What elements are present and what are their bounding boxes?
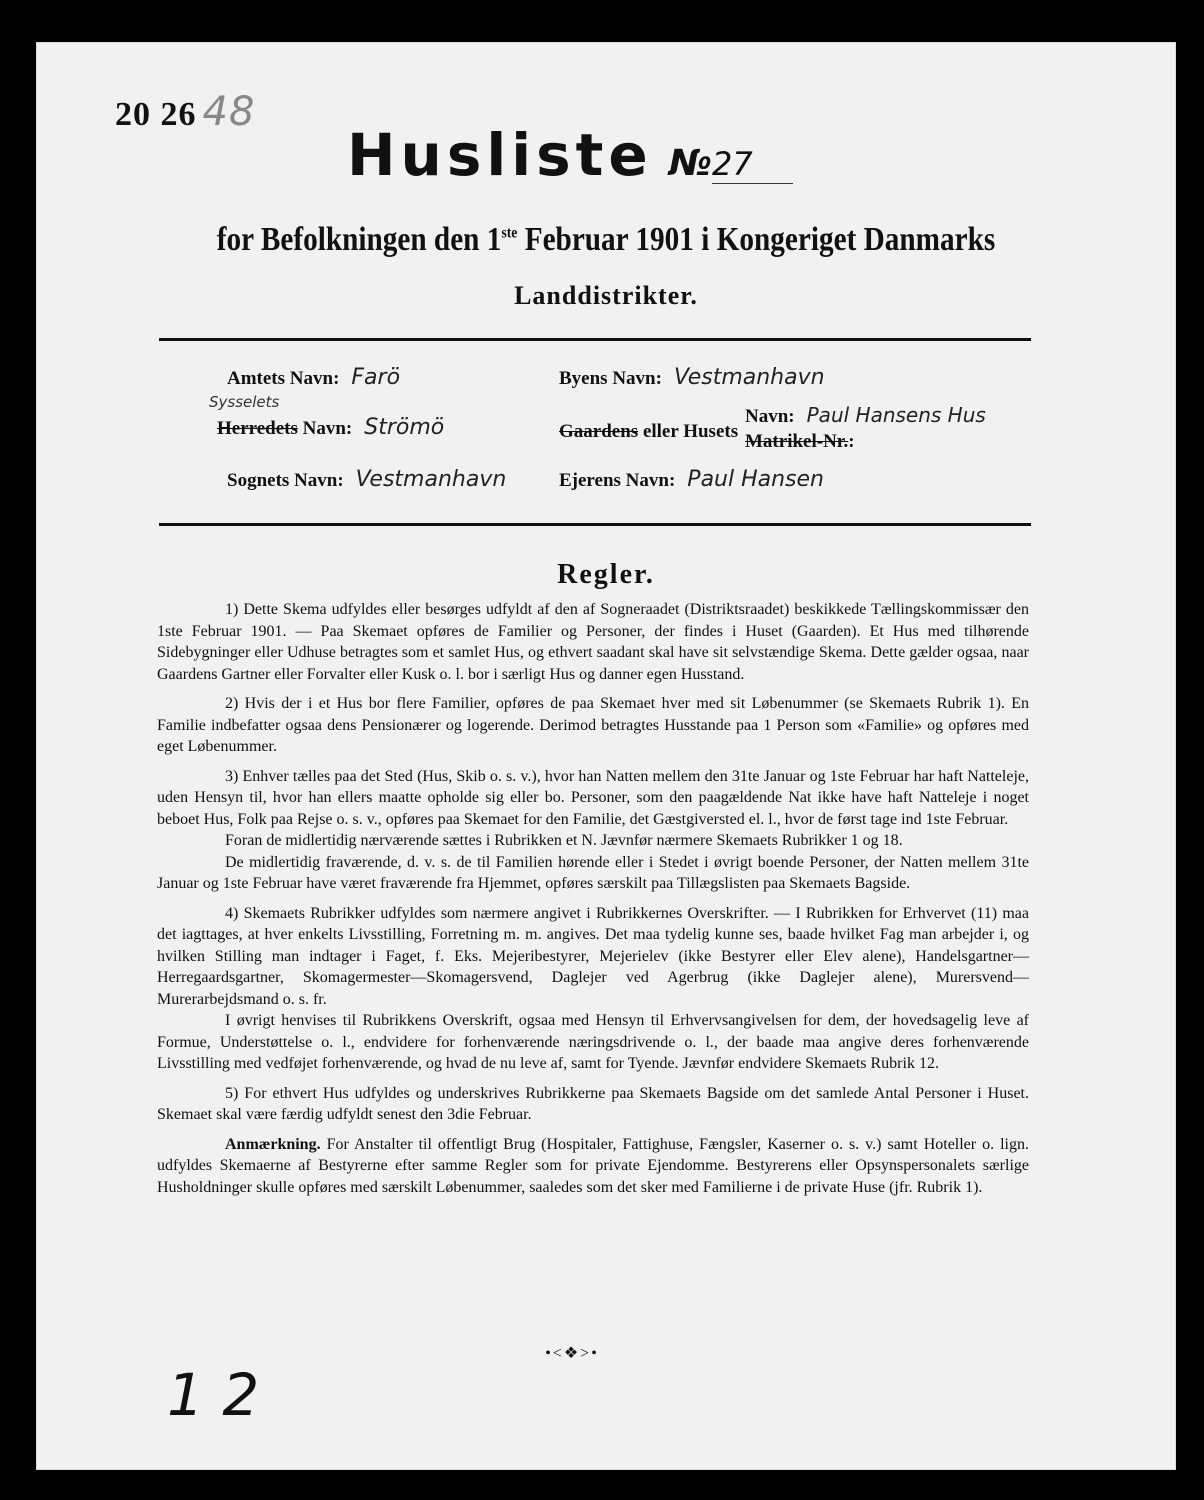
husnavn-label: Navn: [745, 406, 795, 427]
number-label: № [668, 143, 713, 184]
byen-label: Byens Navn: [559, 368, 662, 389]
herredets-navn-label: Navn: [302, 418, 353, 439]
byen-value: Vestmanhavn [673, 365, 825, 390]
amt-label: Amtets Navn: [227, 368, 340, 389]
byen-field [559, 365, 825, 390]
census-form-page [36, 42, 1176, 1470]
husets-field [559, 421, 738, 443]
subtitle-post: Februar 1901 i Kongeriget Danmarks [517, 221, 996, 258]
ref-printed: 20 26 [115, 96, 197, 133]
rules-body [157, 599, 1029, 1206]
form-subtitle-districts: Landdistrikter. [514, 281, 698, 310]
remark-text: For Anstalter til offentligt Brug (Hospitaler, Fattighuse, Fængsler, Kaserner o. s. v.) samt Hoteller o. lign. udfyldes Skemaerne af Bestyrerne efter samme Regler som for private Ejendomme. Bestyrerens eller Opsynspersonalets særlige Husholdninger skulle opføres med særskilt Løbenummer, saaledes som det sker med Familierne i de private Huse (jfr. Rubrik 1). [157, 1135, 1030, 1196]
matrikel-colon: : [848, 431, 855, 452]
husnavn-value: Paul Hansens Hus [806, 403, 986, 427]
bottom-divider [159, 523, 1031, 526]
number-handwritten: 27 [712, 145, 793, 184]
subtitle-sup: ste [501, 224, 518, 242]
form-subtitle [117, 221, 1096, 259]
title-text: Husliste [347, 121, 653, 189]
herredets-value: Strömö [364, 415, 445, 440]
ornament-divider: •<❖>• [545, 1345, 599, 1362]
rule-3b: Foran de midlertidig nærværende sættes i Rubrikken et N. Jævnfør nærmere Skemaets Rubrikker 1 og 18. [225, 832, 903, 849]
remark [157, 1134, 1029, 1199]
rule-3a: 3) Enhver tælles paa det Sted (Hus, Skib o. s. v.), hvor han Natten mellem den 31te Januar og 1ste Februar har haft Natteleje, uden Hensyn til, hvor han ellers maatte opholde sig eller bo. Personer, som den paagældende Nat ikke have haft Natteleje i noget beboet Hus, Folk paa Rejse o. s. v., opføres paa Skemaet for den Familie, det Gæstgiversted el. l., hvor de først tage ind 1ste Februar. [157, 767, 1029, 828]
rule-3c: De midlertidig fraværende, d. v. s. de til Familien hørende eller i Stedet i øvrigt boende Personer, der Natten mellem 31te Januar og 1ste Februar have været fraværende fra Hjemmet, opføres særskilt paa Tillægslisten paa Skemaets Bagside. [157, 853, 1029, 892]
herredets-label: Herredets [217, 418, 298, 439]
amt-field [227, 365, 400, 390]
sognets-field [227, 467, 506, 492]
sysselets-handwritten: Sysselets [209, 393, 280, 411]
rule-2: 2) Hvis der i et Hus bor flere Familier, opføres de paa Skemaet hver med sit Løbenummer (se Skemaets Rubrik 1). En Familie indbefatter ogsaa dens Pensionærer og logerende. Derimod betragtes Husstande paa 1 Person som «Familie» og opføres med eget Løbenummer. [157, 695, 1029, 755]
sognets-value: Vestmanhavn [355, 467, 507, 492]
gaardens-label: Gaardens [559, 421, 639, 442]
ejerens-value: Paul Hansen [687, 467, 825, 492]
rule-1: 1) Dette Skema udfyldes eller besørges udfyldt af den af Sogneraadet (Distriktsraadet) beskikkede Tællingskommissær den 1ste Februar 1901. — Paa Skemaet opføres de Familier og Personer, der findes i Huset (Gaarden). Et Hus med tilhørende Sidebygninger eller Udhuse betragtes som et samlet Hus, og ethvert saadant skal have sit selvstændige Skema. Dette gælder ogsaa, naar Gaardens Gartner eller Forvalter eller Kusk o. l. bor i særligt Hus og danner egen Husstand. [157, 601, 1029, 683]
matrikel-label: Matrikel-Nr. [745, 431, 849, 452]
ref-handwritten: 48 [202, 89, 256, 135]
matrikel-field [745, 431, 855, 453]
top-divider [159, 338, 1031, 341]
herredets-field [217, 415, 444, 440]
eller-husets-label: eller Husets [642, 421, 739, 442]
rules-heading: Regler. [557, 559, 655, 590]
rule-5: 5) For ethvert Hus udfyldes og underskrives Rubrikkerne paa Skemaets Bagside om det samlede Antal Personer i Huset. Skemaet skal være færdig udfyldt senest den 3die Februar. [157, 1084, 1029, 1123]
archive-reference [115, 89, 255, 135]
handwritten-page-number: 1 2 [167, 1361, 260, 1429]
rule-4b: I øvrigt henvises til Rubrikkens Overskrift, ogsaa med Hensyn til Erhvervsangivelsen for dem, der hovedsagelig leve af Formue, Understøttelse o. l., endvidere for forhenværende næringsdrivende o. l., der baade maa angive deres forhenværende Livsstilling med vedføjet forhenværende, og hvad de nu leve af, samt for Tyende. Jævnfør endvidere Skemaets Rubrik 12. [157, 1012, 1029, 1072]
ejerens-field [559, 467, 824, 492]
amt-value: Farö [351, 365, 401, 390]
sognets-label: Sognets Navn: [227, 470, 344, 491]
ejerens-label: Ejerens Navn: [559, 470, 676, 491]
remark-label: Anmærkning. [225, 1135, 321, 1153]
form-title [347, 121, 793, 189]
husnavn-field [745, 403, 986, 428]
subtitle-pre: for Befolkningen den 1 [216, 221, 502, 258]
rule-4a: 4) Skemaets Rubrikker udfyldes som nærmere angivet i Rubrikkernes Overskrifter. — I Rubrikken for Erhvervet (11) maa det iagttages, at hver enkelts Livsstilling, Forretning m. m. angives. Det maa tydelig kunne ses, baade hvilket Fag man arbejder i, og hvilken Stilling man indtager i Faget, f. Eks. Mejeribestyrer, Mejerielev (ikke Bestyrer eller Elev alene), Handelsgartner—Herregaardsgartner, Skomagermester—Skomagersvend, Daglejer ved Agerbrug (ikke Daglejer alene), Murersvend—Murerarbejdsmand o. s. fr. [157, 904, 1029, 1008]
